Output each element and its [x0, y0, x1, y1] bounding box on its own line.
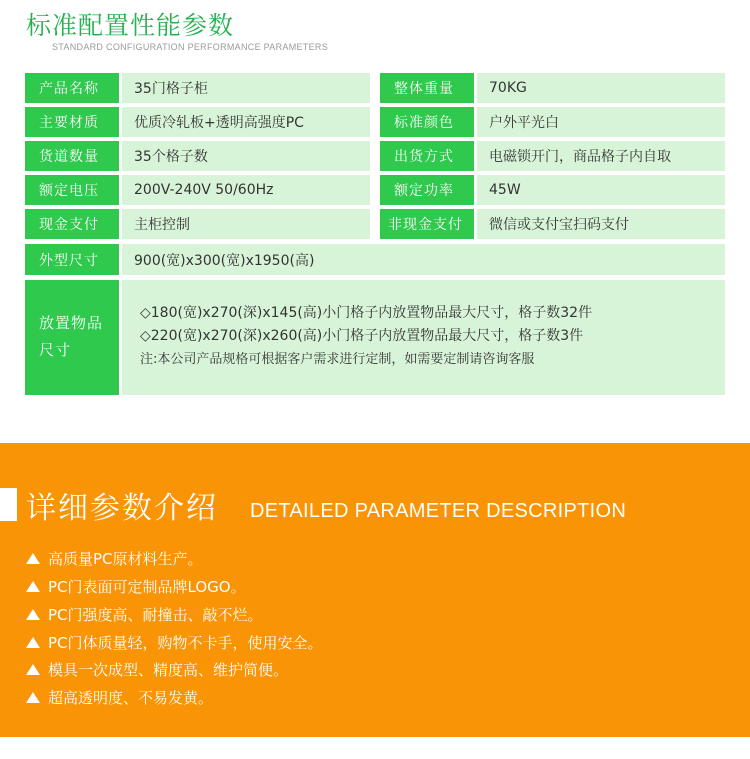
triangle-bullet-icon	[26, 692, 40, 703]
item-size-details	[140, 302, 592, 371]
triangle-bullet-icon	[26, 609, 40, 620]
feature-item	[26, 548, 203, 569]
voltage-label: 额定电压	[25, 175, 119, 205]
channels-label: 货道数量	[25, 141, 119, 171]
feature-item	[26, 604, 263, 625]
cash-payment-label: 现金支付	[25, 209, 119, 239]
item-size-label-line-2: 尺寸	[39, 341, 72, 359]
feature-text: 高质量PC原材料生产。	[48, 550, 203, 568]
noncash-payment-label: 非现金支付	[380, 209, 474, 239]
material-label: 主要材质	[25, 107, 119, 137]
color-label: 标准颜色	[380, 107, 474, 137]
outer-size-value: 900(宽)x300(宽)x1950(高)	[122, 244, 725, 275]
item-size-note: 注:本公司产品规格可根据客户需求进行定制，如需要定制请咨询客服	[140, 352, 535, 367]
outer-size-label: 外型尺寸	[25, 244, 119, 275]
channels-value: 35个格子数	[122, 141, 370, 171]
feature-text: PC门表面可定制品牌LOGO。	[48, 578, 246, 596]
feature-item	[26, 576, 246, 597]
page-title: 标准配置性能参数	[26, 11, 235, 40]
feature-text: PC门强度高、耐撞击、敲不烂。	[48, 606, 263, 624]
feature-text: PC门体质量轻，购物不卡手，使用安全。	[48, 634, 323, 652]
details-title-en: DETAILED PARAMETER DESCRIPTION	[250, 500, 627, 522]
page-subtitle: STANDARD CONFIGURATION PERFORMANCE PARAMETERS	[52, 42, 329, 52]
weight-value: 70KG	[477, 73, 725, 103]
delivery-label: 出货方式	[380, 141, 474, 171]
cash-payment-value: 主柜控制	[122, 209, 370, 239]
power-label: 额定功率	[380, 175, 474, 205]
feature-item	[26, 659, 288, 680]
power-value: 45W	[477, 175, 725, 205]
details-title: 详细参数介绍	[26, 491, 218, 526]
item-size-line-2: ◇220(宽)x270(深)x260(高)小门格子内放置物品最大尺寸，格子数3件	[140, 328, 584, 344]
feature-item	[26, 632, 323, 653]
weight-label: 整体重量	[380, 73, 474, 103]
item-size-label	[25, 280, 119, 395]
item-size-label-line-1: 放置物品	[39, 314, 104, 332]
feature-text: 超高透明度、不易发黄。	[48, 689, 214, 707]
section-accent-bar	[0, 488, 17, 521]
product-name-label: 产品名称	[25, 73, 119, 103]
feature-text: 模具一次成型、精度高、维护简便。	[48, 661, 289, 679]
triangle-bullet-icon	[26, 581, 40, 592]
delivery-value: 电磁锁开门，商品格子内自取	[477, 141, 725, 171]
noncash-payment-value: 微信或支付宝扫码支付	[477, 209, 725, 239]
voltage-value: 200V-240V 50/60Hz	[122, 175, 370, 205]
color-value: 户外平光白	[477, 107, 725, 137]
material-value: 优质冷轧板+透明高强度PC	[122, 107, 370, 137]
feature-item	[26, 687, 213, 708]
triangle-bullet-icon	[26, 637, 40, 648]
product-name-value: 35门格子柜	[122, 73, 370, 103]
item-size-line-1: ◇180(宽)x270(深)x145(高)小门格子内放置物品最大尺寸，格子数32件	[140, 305, 593, 321]
triangle-bullet-icon	[26, 553, 40, 564]
triangle-bullet-icon	[26, 664, 40, 675]
